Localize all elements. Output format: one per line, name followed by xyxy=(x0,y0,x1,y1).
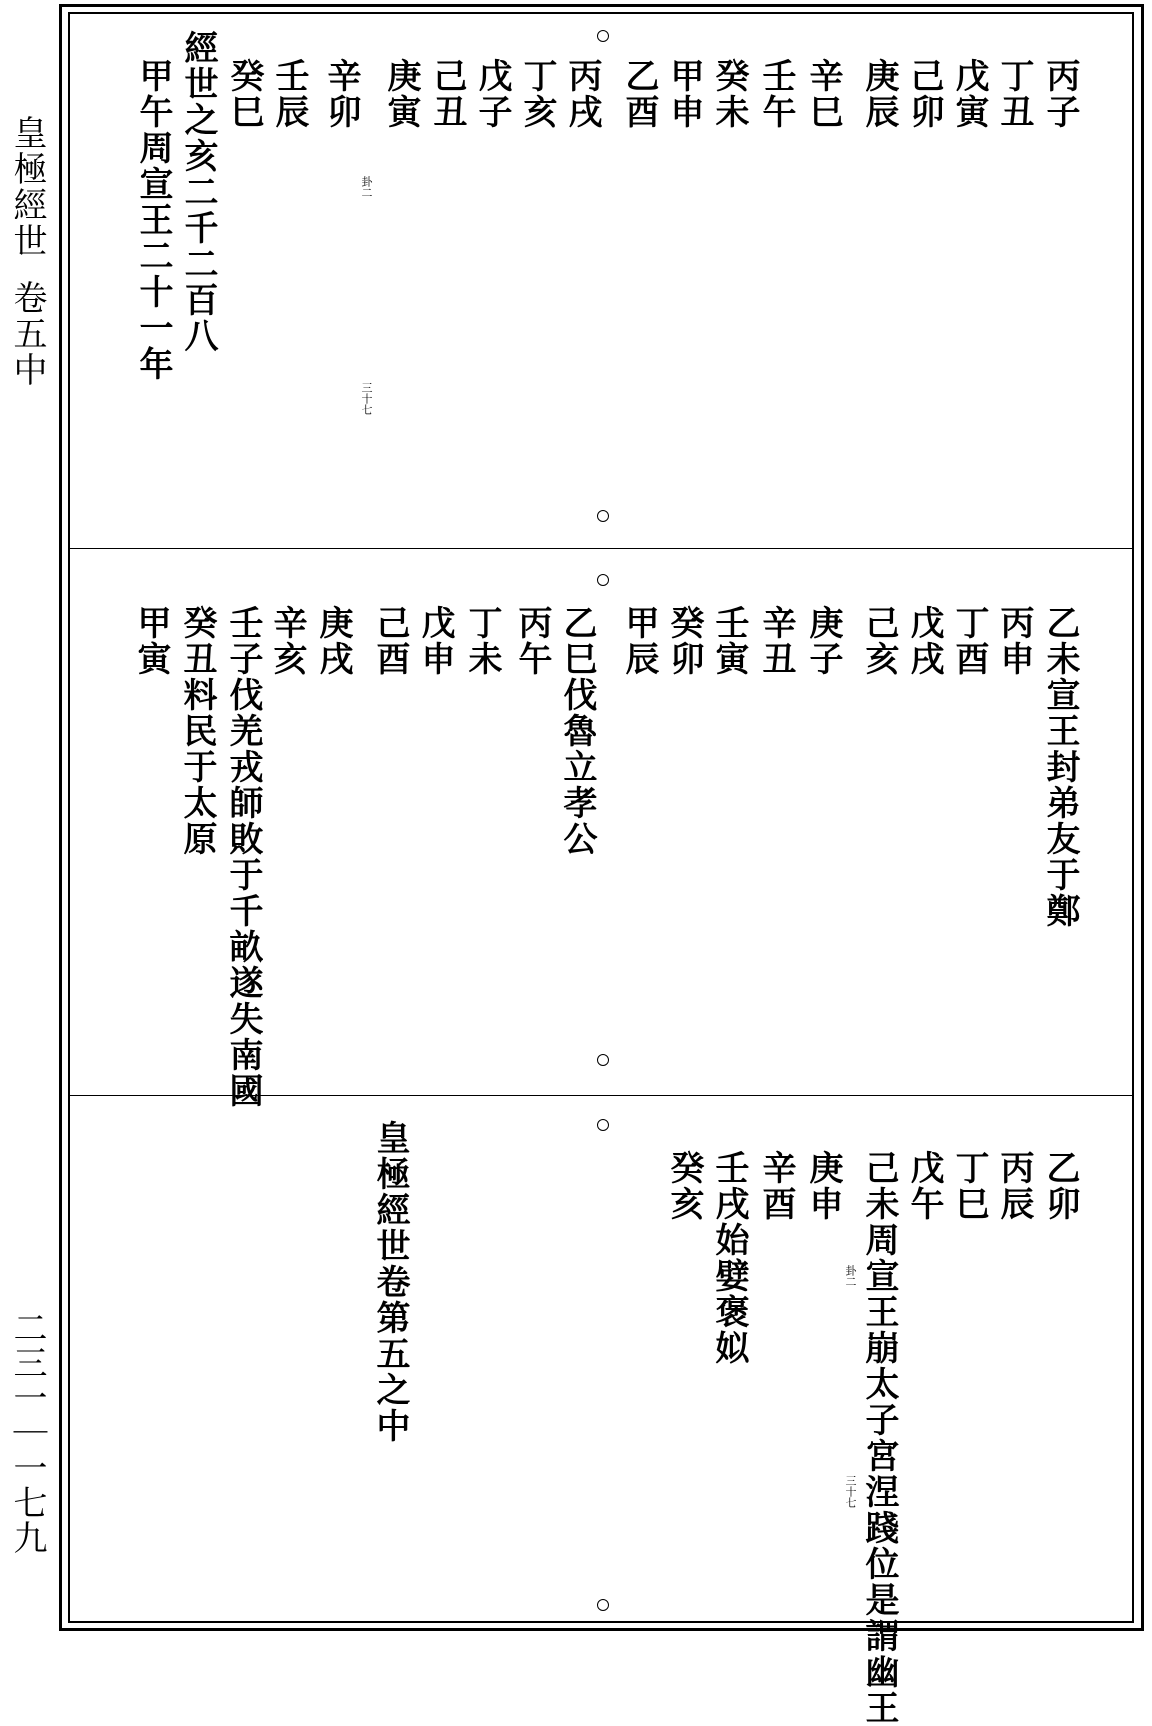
year-entry: 甲申 xyxy=(664,58,704,130)
fold-mark xyxy=(597,1054,609,1066)
year-entry: 癸丑料民于太原 xyxy=(177,605,217,857)
year-entry: 己亥 xyxy=(859,605,899,677)
year-entry: 戊戌 xyxy=(904,605,944,677)
year-entry: 丙申 xyxy=(994,605,1034,677)
year-entry: 己未周宣王崩太子宮涅踐位是謂幽王 xyxy=(859,1150,899,1726)
year-entry: 庚寅 xyxy=(381,58,421,130)
year-entry: 庚子 xyxy=(803,605,843,677)
year-entry: 丙子 xyxy=(1040,58,1080,130)
year-entry: 甲辰 xyxy=(619,605,659,677)
hexagram-note: 卦二 xyxy=(844,1265,857,1287)
fold-mark xyxy=(597,510,609,522)
year-entry: 丙戌 xyxy=(562,58,602,130)
year-entry: 戊申 xyxy=(415,605,455,677)
year-entry: 乙巳伐魯立孝公 xyxy=(557,605,597,857)
year-entry: 壬寅 xyxy=(709,605,749,677)
year-entry: 戊子 xyxy=(472,58,512,130)
year-entry: 己丑 xyxy=(427,58,467,130)
volume-label: 卷五中 xyxy=(7,280,47,388)
year-entry: 乙未宣王封弟友于鄭 xyxy=(1040,605,1080,929)
year-entry: 庚戌 xyxy=(313,605,353,677)
year-entry: 丁酉 xyxy=(949,605,989,677)
year-entry: 丁亥 xyxy=(517,58,557,130)
year-entry: 戊寅 xyxy=(949,58,989,130)
year-entry: 丙辰 xyxy=(994,1150,1034,1222)
year-entry: 戊午 xyxy=(904,1150,944,1222)
year-entry: 辛卯 xyxy=(321,58,361,130)
closing-title: 皇極經世卷第五之中 xyxy=(370,1120,410,1444)
year-entry: 丁未 xyxy=(462,605,502,677)
year-entry: 乙酉 xyxy=(619,58,659,130)
year-entry: 丙午 xyxy=(512,605,552,677)
fold-mark xyxy=(597,1119,609,1131)
year-entry: 壬子伐羌戎師敗于千畝遂失南國 xyxy=(223,605,263,1109)
page-number: 二三一｜一七九 xyxy=(7,1310,47,1555)
year-entry: 丁丑 xyxy=(994,58,1034,130)
year-entry: 庚辰 xyxy=(859,58,899,130)
hexagram-note: 三十七 xyxy=(360,382,373,415)
year-entry: 庚申 xyxy=(803,1150,843,1222)
fold-mark xyxy=(597,574,609,586)
panel-divider-1 xyxy=(68,548,1134,549)
year-entry: 癸亥 xyxy=(664,1150,704,1222)
year-entry: 壬戌始嬖褒姒 xyxy=(709,1150,749,1366)
year-entry: 癸巳 xyxy=(224,58,264,130)
hexagram-note: 卦二 xyxy=(360,176,373,198)
year-entry: 丁巳 xyxy=(949,1150,989,1222)
fold-mark xyxy=(597,1599,609,1611)
year-entry: 癸未 xyxy=(709,58,749,130)
year-entry: 辛巳 xyxy=(803,58,843,130)
year-entry: 甲寅 xyxy=(131,605,171,677)
year-entry: 癸卯 xyxy=(664,605,704,677)
book-title: 皇極經世 xyxy=(7,115,47,259)
fold-mark xyxy=(597,30,609,42)
year-entry: 辛酉 xyxy=(756,1150,796,1222)
year-entry: 壬辰 xyxy=(269,58,309,130)
year-entry: 辛亥 xyxy=(267,605,307,677)
year-entry: 壬午 xyxy=(756,58,796,130)
year-entry: 己卯 xyxy=(904,58,944,130)
year-entry: 辛丑 xyxy=(756,605,796,677)
hexagram-note: 三十七 xyxy=(844,1475,857,1508)
year-entry: 乙卯 xyxy=(1040,1150,1080,1222)
year-entry: 己酉 xyxy=(370,605,410,677)
section-header: 經世之亥二千二百八 xyxy=(178,30,218,354)
section-subheader: 甲午周宣王二十一年 xyxy=(133,58,173,382)
